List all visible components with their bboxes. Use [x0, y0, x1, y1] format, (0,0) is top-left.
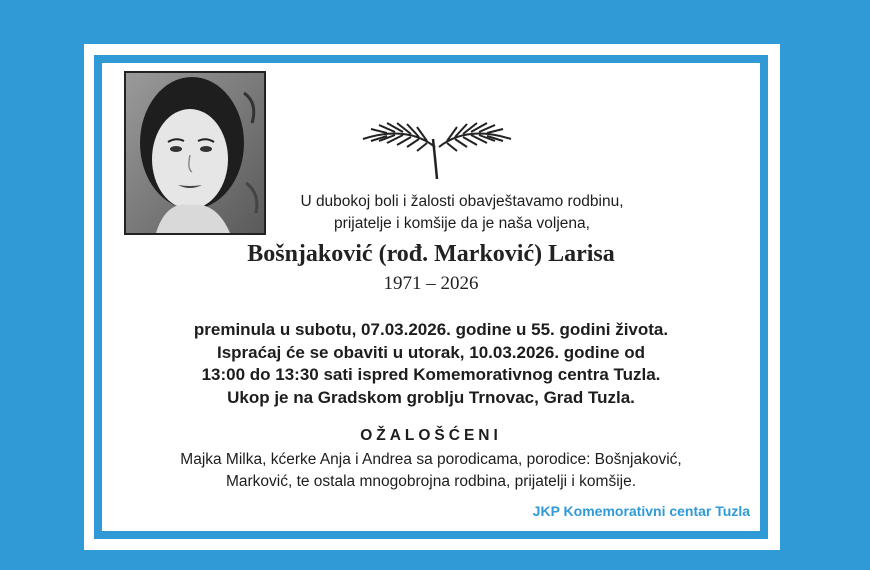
intro-line: prijatelje i komšije da je naša voljena,	[334, 215, 590, 232]
obituary-card	[102, 63, 760, 531]
details-line: Ukop je na Gradskom groblju Trnovac, Grad Tuzla.	[227, 387, 635, 407]
organization-signature: JKP Komemorativni centar Tuzla	[532, 503, 750, 519]
mourners-list	[132, 449, 730, 493]
funeral-details	[132, 319, 730, 409]
life-years: 1971 – 2026	[383, 273, 479, 294]
mourners-heading: OŽALOŠĆENI	[360, 427, 502, 444]
deceased-name: Bošnjaković (rođ. Marković) Larisa	[247, 241, 615, 267]
mourners-line: Marković, te ostala mnogobrojna rodbina, prijatelji i komšije.	[225, 473, 637, 490]
intro-line: U dubokoj boli i žalosti obavještavamo rodbinu,	[300, 193, 624, 210]
details-line: 13:00 do 13:30 sati ispred Komemorativnog centra Tuzla.	[201, 365, 661, 384]
details-line: preminula u subotu, 07.03.2026. godine u 55. godini života.	[193, 320, 669, 339]
details-line: Ispraćaj će se obaviti u utorak, 10.03.2026. godine od	[216, 342, 645, 362]
mourners-line: Majka Milka, kćerke Anja i Andrea sa porodicama, porodice: Bošnjaković,	[180, 451, 682, 468]
palm-branch-icon	[357, 117, 517, 187]
announcement-intro	[242, 191, 682, 235]
